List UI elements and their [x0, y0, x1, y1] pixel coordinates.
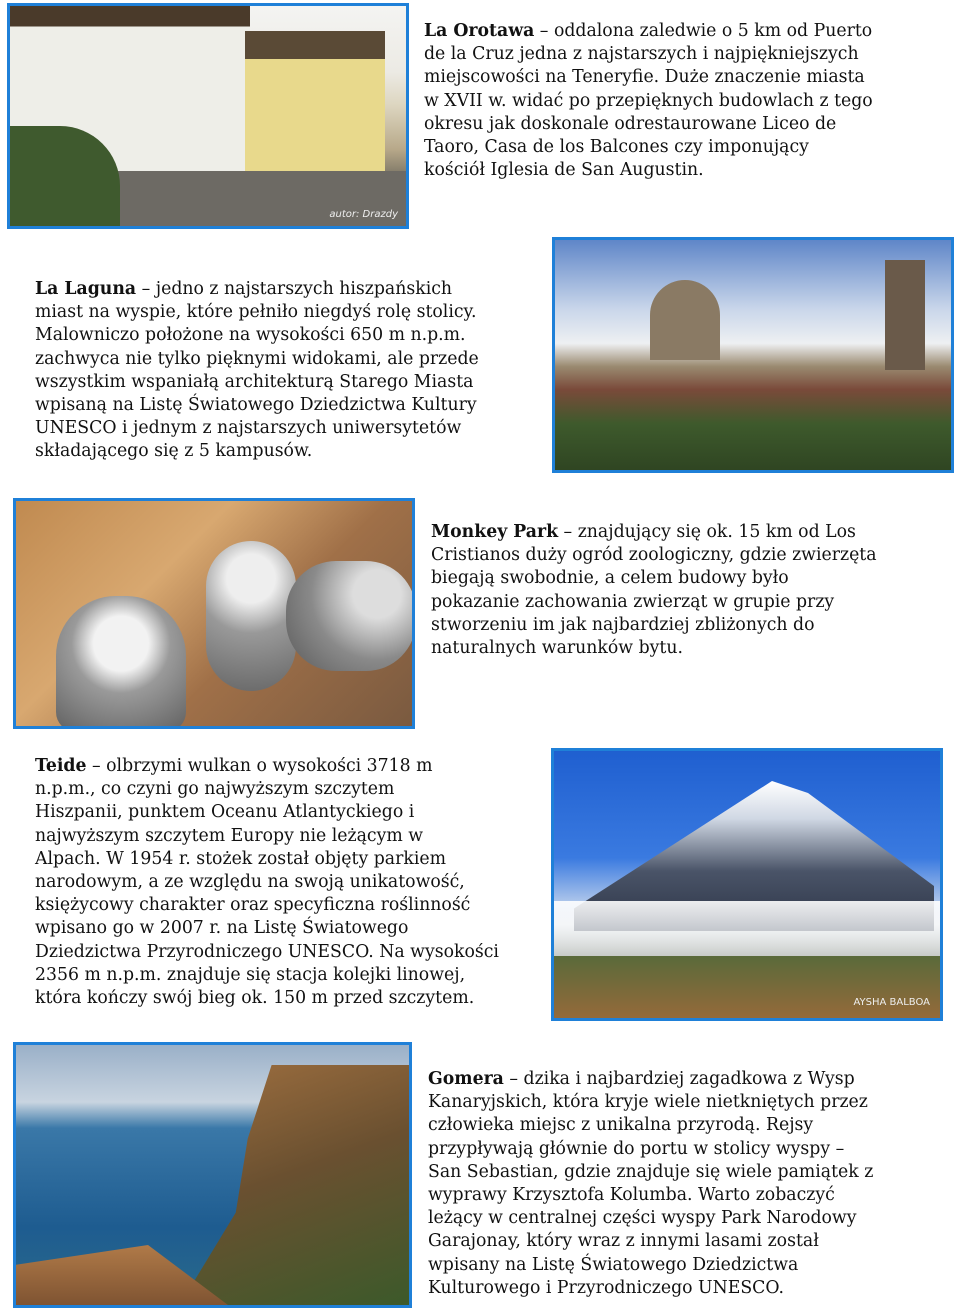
- text-line: Kanaryjskich, która kryje wiele nietkniętych przez: [428, 1092, 868, 1113]
- photo-teide-volcano: [551, 748, 943, 1021]
- text-line: San Sebastian, gdzie znajduje się wiele pamiątek z: [428, 1161, 874, 1182]
- text-line: biegają swobodnie, a celem budowy było: [431, 568, 789, 589]
- text-line: de la Cruz jedna z najstarszych i najpiękniejszych: [424, 44, 859, 65]
- text-line: Kulturowego i Przyrodniczego UNESCO.: [428, 1277, 785, 1298]
- photo-monkey-park-lemurs: [13, 498, 415, 729]
- text-line: Dziedzictwa Przyrodniczego UNESCO. Na wysokości: [35, 941, 499, 962]
- text-line: stworzeniu im jak najbardziej zbliżonych do: [431, 614, 815, 635]
- section-title: Teide: [35, 756, 87, 776]
- text-line: La Orotawa – oddalona zaledwie o 5 km od Puerto: [424, 21, 873, 41]
- section-title: La Orotawa: [424, 21, 535, 41]
- text-line: która kończy swój bieg ok. 150 m przed szczytem.: [35, 988, 475, 1009]
- photo-watermark: AYSHA BALBOA: [853, 997, 930, 1008]
- text-line: Cristianos duży ogród zoologiczny, gdzie zwierzęta: [431, 545, 877, 566]
- text-line: wyprawy Krzysztofa Kolumba. Warto zobaczyć: [428, 1185, 835, 1206]
- text-line: w XVII w. widać po przepięknych budowlach z tego: [424, 90, 873, 111]
- text-line: Gomera – dzika i najbardziej zagadkowa z Wysp: [428, 1069, 855, 1089]
- text-line: wszystkim wspaniałą architekturą Starego Miasta: [35, 371, 474, 392]
- text-line: kościół Iglesia de San Augustin.: [424, 160, 704, 181]
- text-line: składającego się z 5 kampusów.: [35, 441, 313, 462]
- section-title: Gomera: [428, 1069, 504, 1089]
- text-line: Taoro, Casa de los Balcones czy imponujący: [424, 137, 809, 158]
- text-line: 2356 m n.p.m. znajduje się stacja kolejki linowej,: [35, 964, 466, 985]
- text-line: przypływają głównie do portu w stolicy wyspy –: [428, 1138, 845, 1159]
- text-line: miejscowości na Teneryfie. Duże znaczenie miasta: [424, 67, 865, 88]
- section-monkey-park: [431, 521, 877, 660]
- section-teide: [35, 755, 499, 1010]
- section-la-laguna: [35, 278, 479, 464]
- text-line: Hiszpanii, punktem Oceanu Atlantyckiego i: [35, 802, 415, 823]
- photo-la-laguna-cathedral: [552, 237, 954, 473]
- text-line: Malowniczo położone na wysokości 650 m n.p.m.: [35, 325, 466, 346]
- text-line: UNESCO i jednym z najstarszych uniwersytetów: [35, 418, 462, 439]
- text-line: człowieka miejsc z unikalna przyrodą. Rejsy: [428, 1115, 814, 1136]
- text-line: Alpach. W 1954 r. stożek został objęty parkiem: [35, 848, 446, 869]
- section-orotava: [424, 20, 873, 182]
- text-line: wpisaną na Listę Światowego Dziedzictwa Kultury: [35, 395, 477, 416]
- text-line: okresu jak doskonale odrestaurowane Liceo de: [424, 113, 837, 134]
- section-gomera: [428, 1068, 873, 1300]
- text-line: księżycowy charakter oraz specyficzna roślinność: [35, 895, 471, 916]
- text-line: Garajonay, który wraz z innymi lasami został: [428, 1231, 819, 1252]
- text-line: Teide – olbrzymi wulkan o wysokości 3718 m: [35, 756, 433, 776]
- photo-gomera-coast: [13, 1042, 412, 1308]
- text-line: najwyższym szczytem Europy nie leżącym w: [35, 825, 424, 846]
- text-line: zachwyca nie tylko pięknymi widokami, ale przede: [35, 348, 479, 369]
- photo-orotava-casa-balcones: [7, 3, 409, 229]
- text-line: Monkey Park – znajdujący się ok. 15 km od Los: [431, 522, 856, 542]
- text-line: naturalnych warunków bytu.: [431, 638, 683, 659]
- text-line: wpisany na Listę Światowego Dziedzictwa: [428, 1254, 799, 1275]
- section-title: Monkey Park: [431, 522, 559, 542]
- text-line: pokazanie zachowania zwierząt w grupie przy: [431, 591, 835, 612]
- section-title: La Laguna: [35, 279, 137, 299]
- text-line: La Laguna – jedno z najstarszych hiszpańskich: [35, 279, 453, 299]
- text-line: wpisano go w 2007 r. na Listę Światowego: [35, 918, 409, 939]
- photo-watermark: autor: Drazdy: [329, 209, 398, 220]
- text-line: n.p.m., co czyni go najwyższym szczytem: [35, 779, 395, 800]
- text-line: miast na wyspie, które pełniło niegdyś rolę stolicy.: [35, 302, 477, 323]
- text-line: leżący w centralnej części wyspy Park Narodowy: [428, 1208, 857, 1229]
- text-line: narodowym, a ze względu na swoją unikatowość,: [35, 872, 465, 893]
